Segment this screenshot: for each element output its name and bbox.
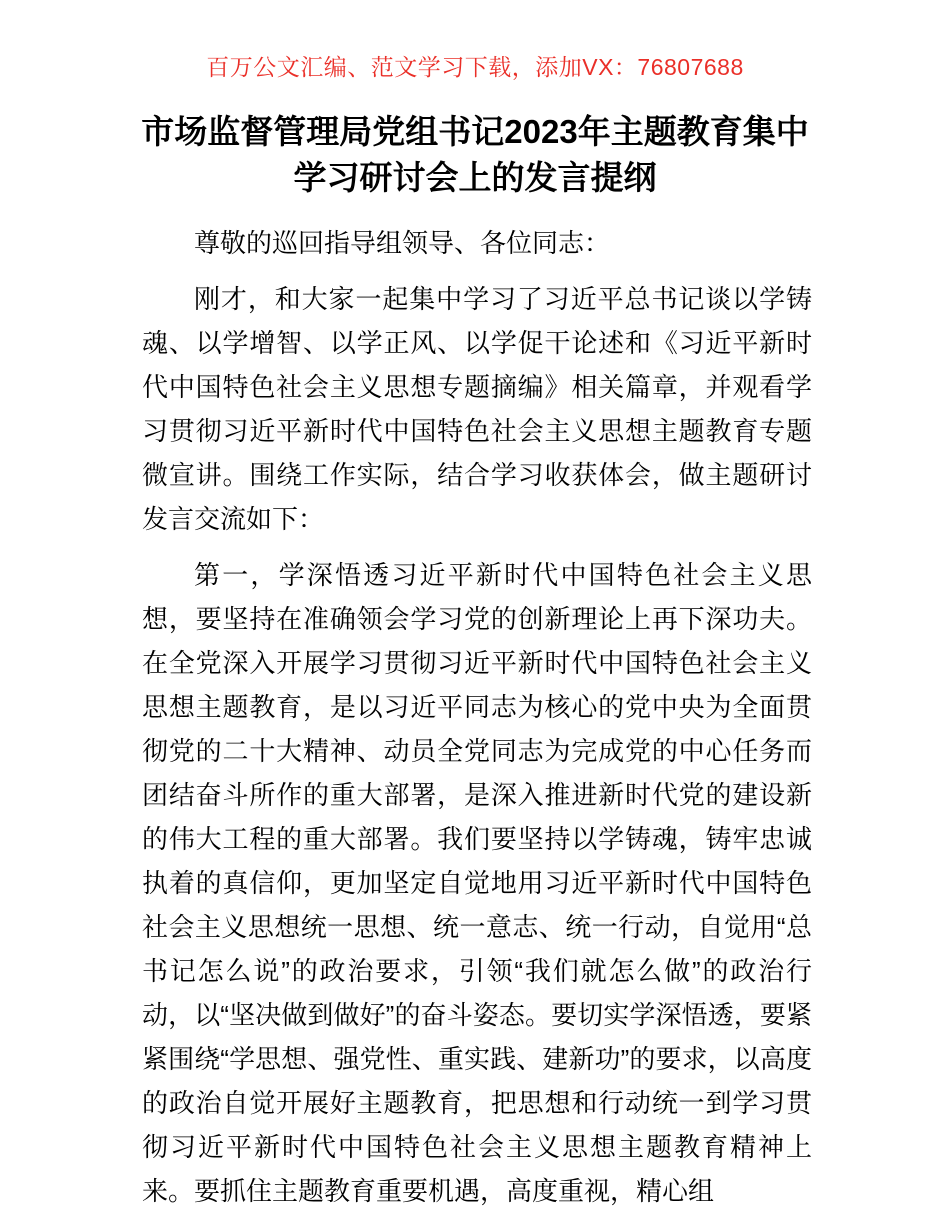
document-title-line2: 学习研讨会上的发言提纲 [293,159,657,196]
document-title [120,109,830,201]
greeting-line: 尊敬的巡回指导组领导、各位同志： [194,228,611,258]
body-paragraph: 第一，学深悟透习近平新时代中国特色社会主义思想，要坚持在准确领会学习党的创新理论上再下深功夫。在全党深入开展学习贯彻习近平新时代中国特色社会主义思想主题教育，是以习近平同志为核心的党中央为全面贯彻党的二十大精神、动员全党同志为完成党的中心任务而团结奋斗所作的重大部署，是深入推进新时代党的建设新的伟大工程的重大部署。我们要坚持以学铸魂，铸牢忠诚执着的真信仰，更加坚定自觉地用习近平新时代中国特色社会主义思想统一思想、统一意志、统一行动，自觉用“总书记怎么说”的政治要求，引领“我们就怎么做”的政治行动，以“坚决做到做好”的奋斗姿态。要切实学深悟透，要紧紧围绕“学思想、强党性、重实践、建新功”的要求，以高度的政治自觉开展好主题教育，把思想和行动统一到学习贯彻习近平新时代中国特色社会主义思想主题教育精神上来。要抓住主题教育重要机遇，高度重视，精心组 [142,560,812,1206]
body-paragraph: 刚才，和大家一起集中学习了习近平总书记谈以学铸魂、以学增智、以学正风、以学促干论述和《习近平新时代中国特色社会主义思想专题摘编》相关篇章，并观看学习贯彻习近平新时代中国特色社会主义思想主题教育专题微宣讲。围绕工作实际，结合学习收获体会，做主题研讨发言交流如下： [142,284,812,534]
promo-notice: 百万公文汇编、范文学习下载，添加VX：76807688 [206,54,744,80]
document-title-line1: 市场监督管理局党组书记2023年主题教育集中 [141,113,809,150]
document-body [142,221,812,1213]
